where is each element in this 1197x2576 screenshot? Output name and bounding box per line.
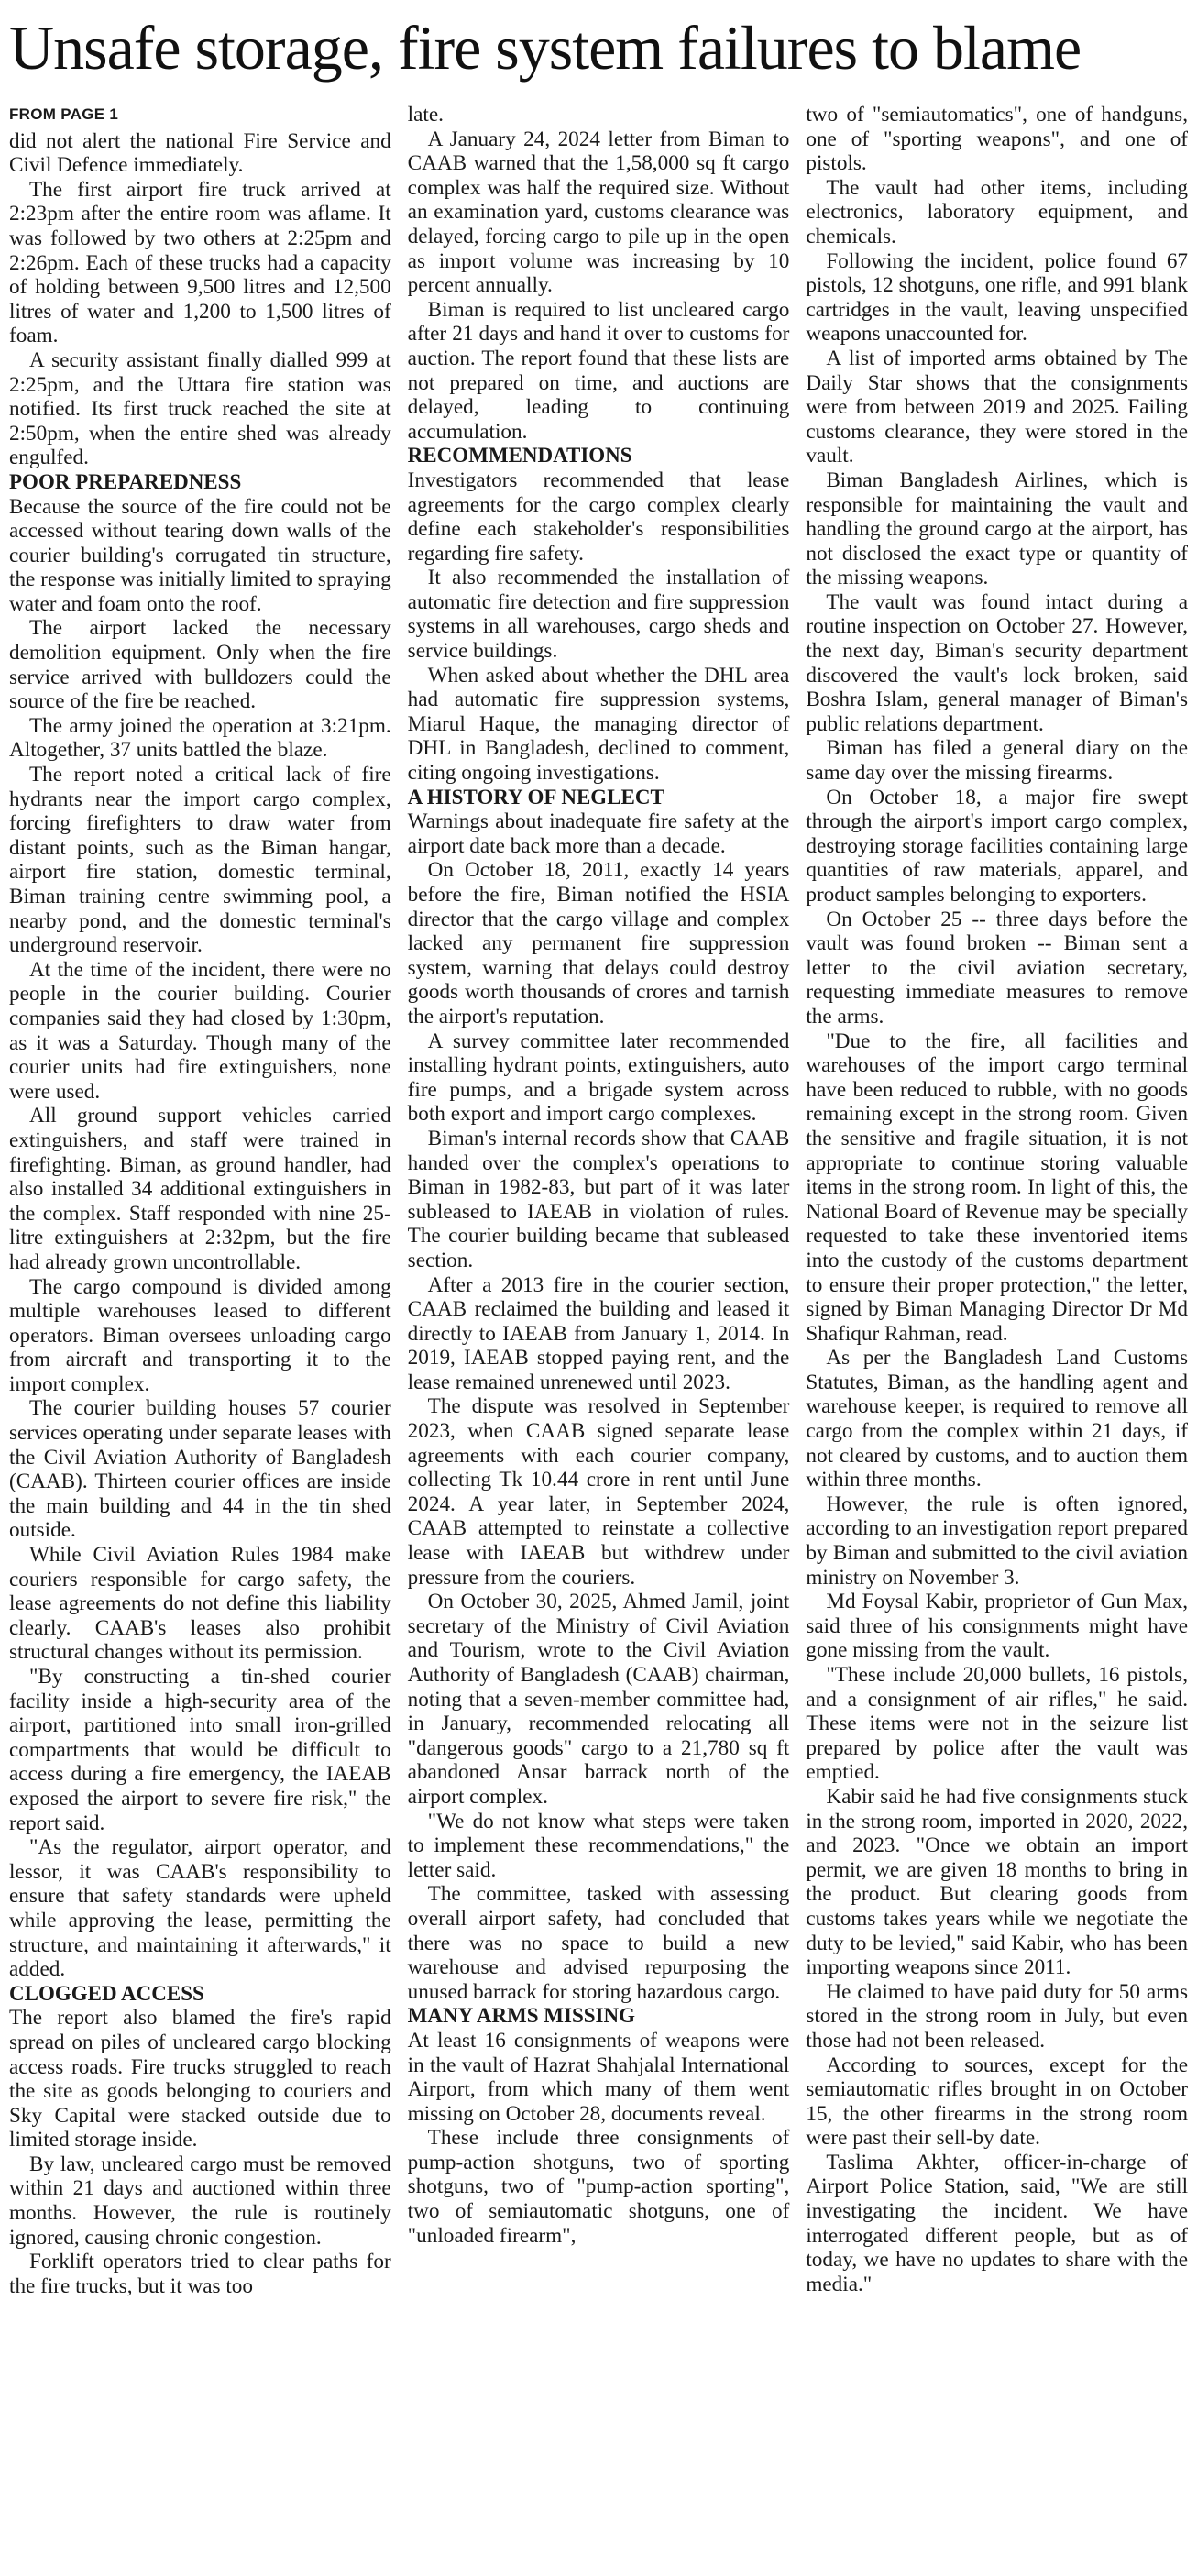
paragraph: The airport lacked the necessary demolition equipment. Only when the fire service arrived with bulldozers could the source of the fire be reached. (9, 616, 391, 714)
paragraph: "Due to the fire, all facilities and warehouses of the import cargo terminal have been reduced to rubble, with no goods remaining except in the strong room. Given the sensitive and fragile situation, it is not appropriate to continue storing valuable items in the strong room. In light of this, the National Board of Revenue may be specially requested to take these inventoried items into the custody of the customs department to ensure their proper protection," the letter, signed by Biman Managing Director Dr Md Shafiqur Rahman, read. (806, 1029, 1189, 1346)
headline: Unsafe storage, fire system failures to blame (9, 13, 1082, 83)
paragraph: Because the source of the fire could not be accessed without tearing down walls of the courier building's corrugated tin structure, the response was initially limited to spraying water and foam onto the roof. (9, 494, 391, 616)
paragraph: "These include 20,000 bullets, 16 pistols, and a consignment of air rifles," he said. These items were not in the seizure list prepared by police after the vault was emptied. (806, 1663, 1189, 1785)
paragraph: On October 25 -- three days before the vault was found broken -- Biman sent a letter to the civil aviation secretary, requesting immediate measures to remove the arms. (806, 907, 1189, 1029)
paragraph: Biman is required to list uncleared cargo after 21 days and hand it over to customs for auction. The report found that these lists are not prepared on time, and auctions are delayed, leading to continuing accumulation. (407, 297, 790, 444)
paragraph: These include three consignments of pump-action shotguns, two of sporting shotguns, two of "pump-action sporting", two of semiautomatic shotguns, one of "unloaded firearm", (407, 2126, 790, 2248)
paragraph: However, the rule is often ignored, according to an investigation report prepared by Biman and submitted to the civil aviation ministry on November 3. (806, 1492, 1189, 1590)
paragraph: Md Foysal Kabir, proprietor of Gun Max, said three of his consignments might have gone missing from the vault. (806, 1590, 1189, 1663)
paragraph: Kabir said he had five consignments stuck in the strong room, imported in 2020, 2022, and 2023. "Once we obtain an import permit, we are given 18 months to bring in the product. But clearing goods from customs takes years while we negotiate the duty to be levied," said Kabir, who has been importing weapons since 2011. (806, 1784, 1189, 1980)
paragraph: All ground support vehicles carried extinguishers, and staff were trained in firefighting. Biman, as ground handler, had also installed 34 additional extinguishers in the complex. Staff responded with nine 25-litre extinguishers at 2:32pm, but the fire had already grown uncontrollable. (9, 1104, 391, 1274)
paragraph: "We do not know what steps were taken to implement these recommendations," the letter said. (407, 1809, 790, 1882)
paragraph: Following the incident, police found 67 pistols, 12 shotguns, one rifle, and 991 blank cartridges in the vault, leaving unspecified weapons unaccounted for. (806, 248, 1189, 347)
paragraph: At the time of the incident, there were no people in the courier building. Courier companies said they had closed by 1:30pm, as it was a Saturday. Though many of the courier units had fire extinguishers, none were used. (9, 957, 391, 1104)
paragraph: The vault had other items, including electronics, laboratory equipment, and chemicals. (806, 175, 1189, 248)
paragraph: The report noted a critical lack of fire hydrants near the import cargo complex, forcing firefighters to draw water from distant points, such as the Biman hangar, airport fire station, domestic terminal, Biman training centre swimming pool, a nearby pond, and the domestic terminal's underground reservoir. (9, 763, 391, 958)
subheading: RECOMMENDATIONS (407, 444, 632, 468)
kicker: FROM PAGE 1 (9, 105, 119, 123)
paragraph: Biman Bangladesh Airlines, which is responsible for maintaining the vault and handling the ground cargo at the airport, has not disclosed the exact type or quantity of the missing weapons. (806, 468, 1189, 590)
paragraph: Warnings about inadequate fire safety at the airport date back more than a decade. (407, 809, 790, 858)
paragraph: The dispute was resolved in September 2023, when CAAB signed separate lease agreements with each courier company, collecting Tk 10.44 crore in rent until June 2024. A year later, in September 2024, CAAB attempted to reinstate a collective lease with IAEAB but withdrew under pressure from the couriers. (407, 1394, 790, 1590)
column-1 (9, 103, 391, 2298)
column-2 (408, 103, 790, 2298)
subheading: CLOGGED ACCESS (9, 1981, 204, 2005)
paragraph: Investigators recommended that lease agreements for the cargo complex clearly define each stakeholder's responsibilities regarding fire safety. (407, 468, 790, 566)
subheading: A HISTORY OF NEGLECT (407, 785, 664, 809)
paragraph: It also recommended the installation of automatic fire detection and fire suppression systems in all warehouses, cargo sheds and service buildings. (407, 566, 790, 664)
paragraph: On October 18, a major fire swept through the airport's import cargo complex, destroying storage facilities containing large quantities of raw materials, apparel, and product samples belonging to exporters. (806, 785, 1189, 907)
paragraph: two of "semiautomatics", one of handguns, one of "sporting weapons", and one of pistols. (806, 103, 1189, 176)
paragraph: After a 2013 fire in the courier section, CAAB reclaimed the building and leased it directly to IAEAB from January 1, 2014. In 2019, IAEAB stopped paying rent, and the lease remained unrenewed until 2023. (407, 1272, 790, 1394)
paragraph: The courier building houses 57 courier services operating under separate leases with the Civil Aviation Authority of Bangladesh (CAAB). Thirteen courier offices are inside the main building and 44 in the tin shed outside. (9, 1396, 391, 1543)
paragraph: When asked about whether the DHL area had automatic fire suppression systems, Miarul Haque, the managing director of DHL in Bangladesh, declined to comment, citing ongoing investigations. (407, 663, 790, 786)
paragraph: "As the regulator, airport operator, and lessor, it was CAAB's responsibility to ensure that safety standards were upheld while approving the lease, permitting the structure, and maintaining it afterwards," it added. (9, 1835, 391, 1982)
paragraph: A survey committee later recommended installing hydrant points, extinguishers, auto fire pumps, and a brigade system across both export and import cargo complexes. (407, 1029, 790, 1127)
paragraph: According to sources, except for the semiautomatic rifles brought in on October 15, the other firearms in the strong room were past their sell-by date. (806, 2053, 1189, 2151)
subheading: MANY ARMS MISSING (407, 2004, 635, 2028)
paragraph: did not alert the national Fire Service and Civil Defence immediately. (9, 128, 391, 178)
paragraph: The army joined the operation at 3:21pm. Altogether, 37 units battled the blaze. (9, 713, 391, 763)
paragraph: Forklift operators tried to clear paths for the fire trucks, but it was too (9, 2250, 391, 2298)
paragraph: "By constructing a tin-shed courier facility inside a high-security area of the airport, partitioned into small iron-grilled compartments that would be difficult to access during a fire emergency, the IAEAB exposed the airport to severe fire risk," the report said. (9, 1665, 391, 1835)
paragraph: On October 30, 2025, Ahmed Jamil, joint secretary of the Ministry of Civil Aviation and Tourism, wrote to the Civil Aviation Authority of Bangladesh (CAAB) chairman, noting that a seven-member committee had, in January, recommended relocating all "dangerous goods" cargo to a 21,780 sq ft abandoned Ansar barrack north of the airport complex. (407, 1590, 790, 1809)
subheading: POOR PREPAREDNESS (9, 469, 242, 493)
paragraph: A security assistant finally dialled 999 at 2:25pm, and the Uttara fire station was notified. Its first truck reached the site at 2:50pm, when the entire shed was already engulfed. (9, 347, 391, 470)
paragraph: Biman's internal records show that CAAB handed over the complex's operations to Biman in 1982-83, but part of it was later subleased to IAEAB in violation of rules. The courier building became that subleased section. (407, 1126, 790, 1272)
paragraph: The vault was found intact during a routine inspection on October 27. However, the next day, Biman's security department discovered the vault's lock broken, said Boshra Islam, general manager of Biman's public relations department. (806, 589, 1189, 736)
paragraph: Taslima Akhter, officer-in-charge of Airport Police Station, said, "We are still investigating the incident. We have interrogated different people, but as of today, we have no updates to share with the media." (806, 2150, 1189, 2296)
paragraph: late. (407, 103, 444, 127)
paragraph: The committee, tasked with assessing overall airport safety, had concluded that there was no space to build a new warehouse and advised repurposing the unused barrack for storing hazardous cargo. (407, 1882, 790, 2004)
paragraph: As per the Bangladesh Land Customs Statutes, Biman, as the handling agent and warehouse keeper, is required to remove all cargo from the complex within 21 days, if not cleared by customs, and to auction them within three months. (806, 1346, 1189, 1492)
paragraph: The report also blamed the fire's rapid spread on piles of uncleared cargo blocking access roads. Fire trucks struggled to reach the site as goods belonging to couriers and Sky Capital were stacked outside due to limited storage inside. (9, 2006, 391, 2152)
paragraph: A list of imported arms obtained by The Daily Star shows that the consignments were from between 2019 and 2025. Failing customs clearance, they were stored in the vault. (806, 346, 1189, 468)
paragraph: A January 24, 2024 letter from Biman to CAAB warned that the 1,58,000 sq ft cargo complex was half the required size. Without an examination yard, customs clearance was delayed, forcing cargo to pile up in the open as import volume was increasing by 10 percent annually. (407, 127, 790, 298)
paragraph: At least 16 consignments of weapons were in the vault of Hazrat Shahjalal International Airport, from which many of them went missing on October 28, documents reveal. (407, 2028, 790, 2126)
paragraph: On October 18, 2011, exactly 14 years before the fire, Biman notified the HSIA director that the cargo village and complex lacked any permanent fire suppression system, warning that delays could destroy goods worth thousands of crores and tarnish the airport's reputation. (407, 858, 790, 1029)
paragraph: Biman has filed a general diary on the same day over the missing firearms. (806, 736, 1189, 786)
paragraph: He claimed to have paid duty for 50 arms stored in the strong room in July, but even those had not been released. (806, 1979, 1189, 2053)
paragraph: While Civil Aviation Rules 1984 make couriers responsible for cargo safety, the lease agreements do not define this liability clearly. CAAB's leases also prohibit structural changes without its permission. (9, 1543, 391, 1665)
column-3 (806, 103, 1188, 2298)
paragraph: The first airport fire truck arrived at 2:23pm after the entire room was aflame. It was followed by two others at 2:25pm and 2:26pm. Each of these trucks had a capacity of holding between 9,500 litres and 12,500 litres of water and 1,200 to 1,500 litres of foam. (9, 177, 391, 348)
paragraph: The cargo compound is divided among multiple warehouses leased to different operators. Biman oversees unloading cargo from aircraft and transporting it to the import complex. (9, 1274, 391, 1396)
paragraph: By law, uncleared cargo must be removed within 21 days and auctioned within three months. However, the rule is routinely ignored, causing chronic congestion. (9, 2152, 391, 2250)
article-columns (9, 103, 1188, 2298)
